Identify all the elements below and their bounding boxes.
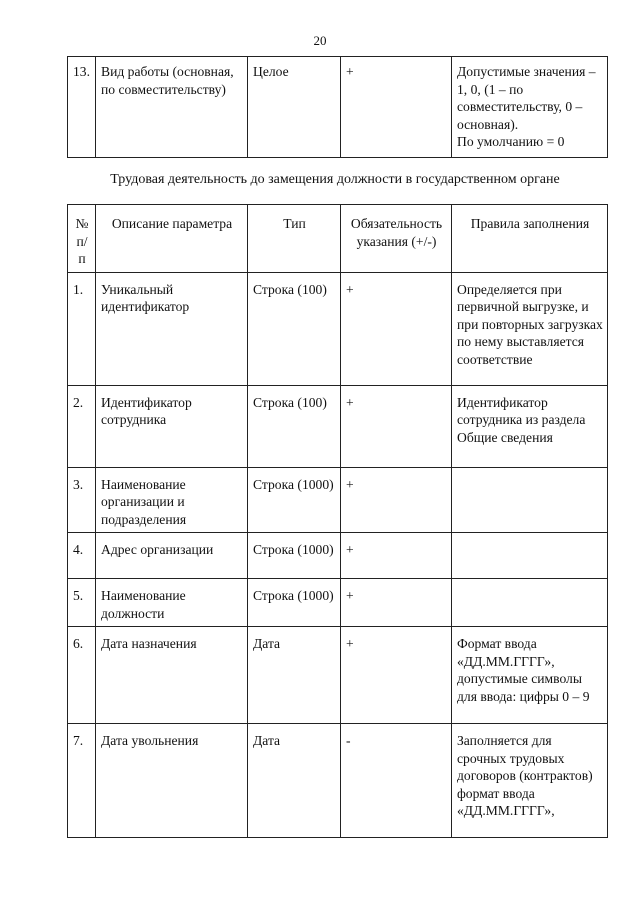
parameter-rules: Формат ввода «ДД.ММ.ГГГГ», допустимые символы для ввода: цифры 0 – 9	[452, 627, 608, 724]
parameter-rules	[452, 579, 608, 627]
header-rules: Правила заполнения	[452, 205, 608, 273]
row-number: 1.	[68, 272, 96, 385]
parameter-description: Наименование организации и подразделения	[96, 467, 248, 533]
parameter-required: +	[341, 385, 452, 467]
row-number: 3.	[68, 467, 96, 533]
parameters-table	[67, 204, 608, 838]
parameter-type: Строка (100)	[248, 272, 341, 385]
parameter-type: Строка (1000)	[248, 467, 341, 533]
parameters-table-continued	[67, 56, 608, 158]
parameter-description: Идентификатор сотрудника	[96, 385, 248, 467]
row-number: 5.	[68, 579, 96, 627]
parameter-rules	[452, 533, 608, 579]
header-type: Тип	[248, 205, 341, 273]
parameter-required: +	[341, 533, 452, 579]
row-number: 2.	[68, 385, 96, 467]
table-row	[68, 533, 608, 579]
parameter-description: Адрес организации	[96, 533, 248, 579]
table-row	[68, 724, 608, 838]
table-row	[68, 627, 608, 724]
parameter-type: Дата	[248, 627, 341, 724]
table-row	[68, 579, 608, 627]
parameter-description: Уникальный идентификатор	[96, 272, 248, 385]
parameter-type: Строка (1000)	[248, 533, 341, 579]
header-num: № п/п	[68, 205, 96, 273]
row-number: 13.	[68, 57, 96, 158]
parameter-required: +	[341, 57, 452, 158]
page-number: 20	[313, 33, 327, 48]
parameter-required: +	[341, 272, 452, 385]
parameter-description: Вид работы (основная, по совместительству)	[96, 57, 248, 158]
parameter-rules	[452, 467, 608, 533]
parameter-type: Целое	[248, 57, 341, 158]
parameter-required: +	[341, 467, 452, 533]
section-title: Трудовая деятельность до замещения должности в государственном органе	[110, 172, 560, 187]
parameter-type: Строка (1000)	[248, 579, 341, 627]
table-row	[68, 57, 608, 158]
parameter-description: Дата увольнения	[96, 724, 248, 838]
parameter-rules: Допустимые значения – 1, 0, (1 – по совместительству, 0 – основная). По умолчанию = 0	[452, 57, 608, 158]
parameter-rules: Идентификатор сотрудника из раздела Общие сведения	[452, 385, 608, 467]
table-row	[68, 385, 608, 467]
row-number: 6.	[68, 627, 96, 724]
table-header-row	[68, 205, 608, 273]
parameter-required: -	[341, 724, 452, 838]
row-number: 7.	[68, 724, 96, 838]
parameter-rules: Заполняется для срочных трудовых договоров (контрактов) формат ввода «ДД.ММ.ГГГГ»,	[452, 724, 608, 838]
parameter-rules: Определяется при первичной выгрузке, и при повторных загрузках по нему выставляется соответствие	[452, 272, 608, 385]
table-row	[68, 467, 608, 533]
parameter-required: +	[341, 579, 452, 627]
parameter-description: Наименование должности	[96, 579, 248, 627]
table-row	[68, 272, 608, 385]
parameter-type: Строка (100)	[248, 385, 341, 467]
header-required: Обязательность указания (+/-)	[341, 205, 452, 273]
parameter-required: +	[341, 627, 452, 724]
parameter-description: Дата назначения	[96, 627, 248, 724]
row-number: 4.	[68, 533, 96, 579]
header-description: Описание параметра	[96, 205, 248, 273]
parameter-type: Дата	[248, 724, 341, 838]
